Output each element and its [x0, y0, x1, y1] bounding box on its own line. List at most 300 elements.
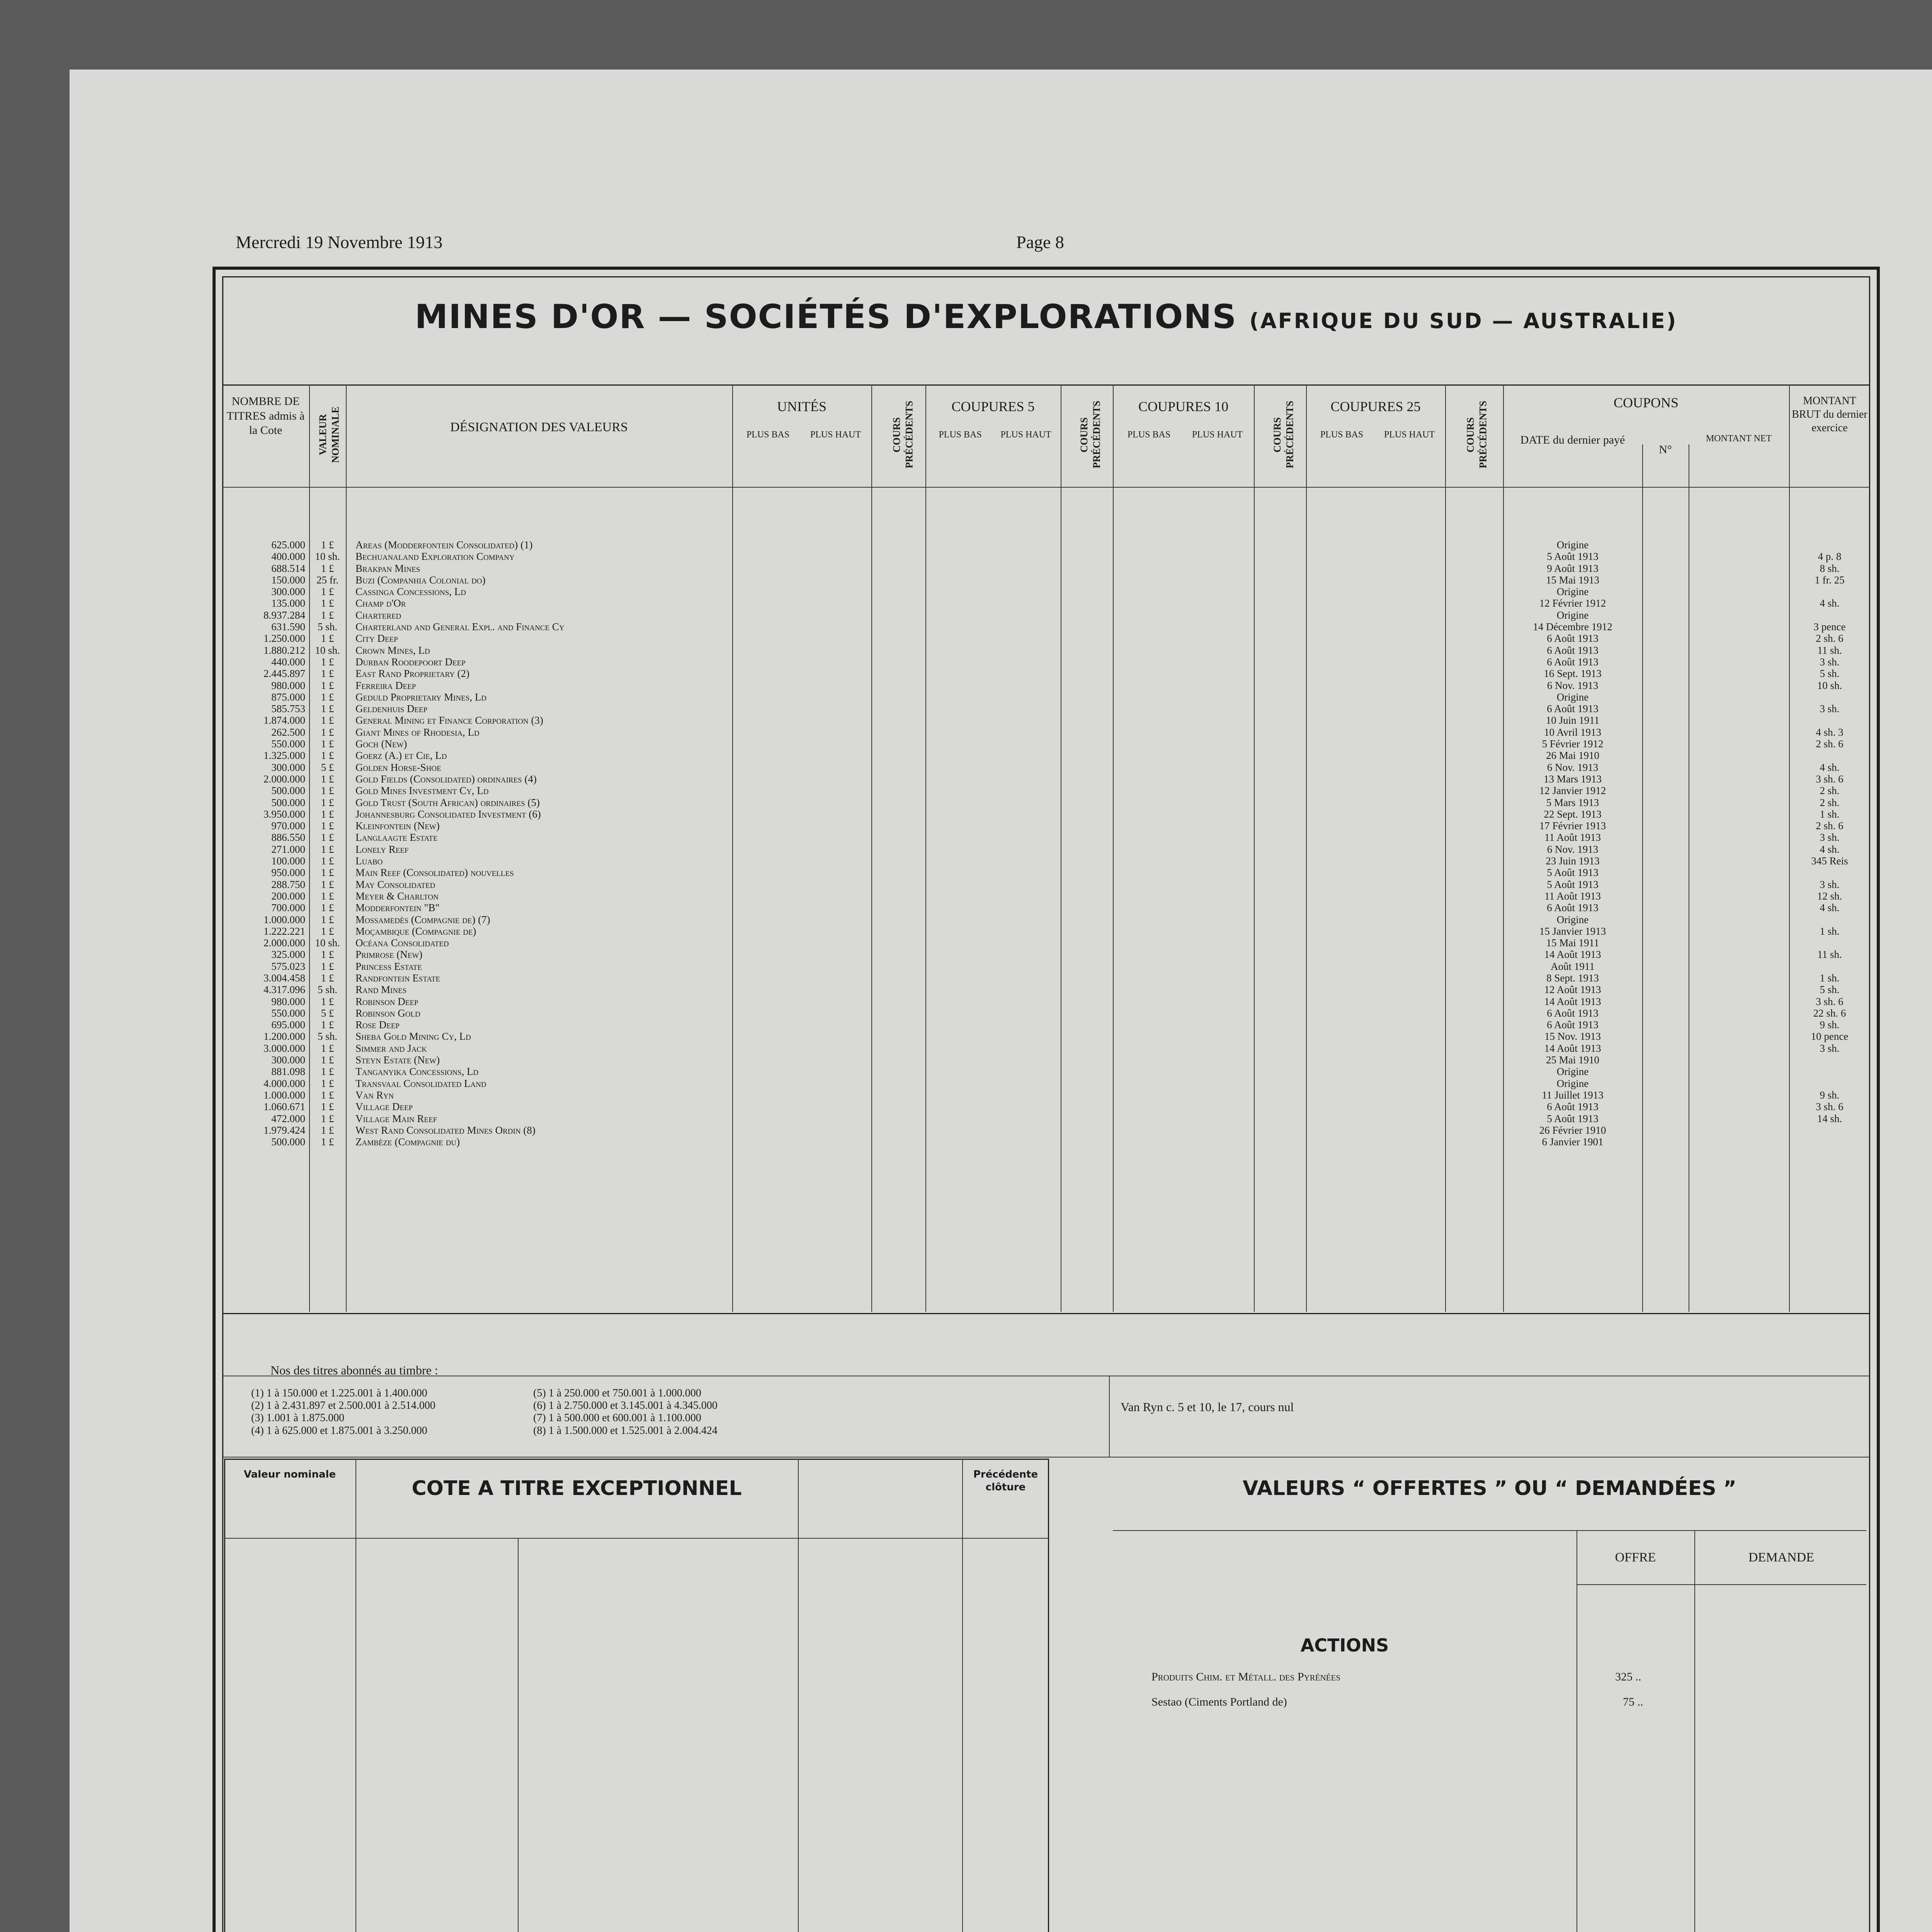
table-row-cell: 5 sh.: [317, 1031, 337, 1043]
table-row-cell: Cassinga Concessions, Ld: [355, 586, 466, 598]
table-row-cell: Gold Fields (Consolidated) ordinaires (4): [355, 773, 537, 785]
table-row-cell: 5 sh.: [1820, 668, 1840, 680]
table-row-cell: 5 Août 1913: [1547, 867, 1599, 879]
table-row-cell: 1 £: [321, 656, 334, 668]
table-row-cell: 3 sh.: [1820, 703, 1840, 715]
table-row-cell: Brakpan Mines: [355, 562, 420, 574]
table-row-cell: West Rand Consolidated Mines Ordin (8): [355, 1124, 536, 1136]
table-row-cell: [1791, 1066, 1868, 1077]
table-row-cell: 472.000: [271, 1112, 305, 1124]
table-row-cell: 1 £: [321, 679, 334, 691]
table-row-cell: 5 sh.: [1820, 984, 1840, 996]
table-row-cell: 1 £: [321, 1112, 334, 1124]
table-row-cell: 1.979.424: [264, 1124, 305, 1136]
table-row-cell: 135.000: [271, 597, 305, 609]
table-row-cell: Tanganyika Concessions, Ld: [355, 1066, 479, 1078]
table-row-cell: 1 £: [321, 1124, 334, 1136]
table-row-cell: 25 fr.: [316, 574, 338, 586]
table-row-cell: Origine: [1556, 691, 1589, 703]
table-row-cell: 1.000.000: [264, 913, 305, 925]
abonnes-line: (3) 1.001 à 1.875.000: [251, 1412, 345, 1424]
table-row-cell: 8.937.284: [264, 609, 305, 621]
abonnes-note: Van Ryn c. 5 et 10, le 17, cours nul: [1121, 1400, 1294, 1414]
table-row-cell: 14 Décembre 1912: [1533, 621, 1612, 633]
table-row-cell: 12 sh.: [1817, 890, 1842, 902]
col-montant-net: MONTANT NET: [1706, 434, 1772, 444]
table-row-cell: Geduld Proprietary Mines, Ld: [355, 691, 487, 703]
table-row-cell: [1791, 1124, 1868, 1136]
table-row-cell: 500.000: [271, 796, 305, 808]
table-row-cell: 3 sh.: [1820, 1042, 1840, 1054]
table-row-cell: 10 sh.: [315, 937, 340, 949]
table-row-cell: 8 sh.: [1820, 562, 1840, 574]
table-row-cell: 5 £: [321, 1007, 334, 1019]
table-row-cell: 3 pence: [1813, 621, 1846, 633]
table-row-cell: 1 £: [321, 714, 334, 726]
table-row-cell: 3 sh. 6: [1816, 1101, 1844, 1113]
table-row-cell: [1791, 609, 1868, 621]
table-row-cell: 11 Août 1913: [1544, 890, 1601, 902]
table-row-cell: 22 sh. 6: [1813, 1007, 1846, 1019]
table-row-cell: 625.000: [271, 539, 305, 551]
col-designation: DÉSIGNATION DES VALEURS: [450, 420, 628, 434]
table-row-cell: City Deep: [355, 633, 398, 645]
table-row-cell: 1 £: [321, 867, 334, 879]
table-row-cell: 25 Mai 1910: [1546, 1054, 1599, 1066]
table-row-cell: Chartered: [355, 609, 401, 621]
table-row-cell: 688.514: [271, 562, 305, 574]
table-row-cell: 1 £: [321, 949, 334, 961]
table-header-rule: [222, 487, 1870, 488]
table-row-cell: 4 sh.: [1820, 843, 1840, 855]
table-row-cell: 3 sh.: [1820, 656, 1840, 668]
abonnes-line: (6) 1 à 2.750.000 et 3.145.001 à 4.345.000: [533, 1400, 718, 1412]
table-row-cell: 585.753: [271, 703, 305, 715]
table-row-cell: Simmer and Jack: [355, 1042, 427, 1054]
abonnes-left: [251, 1387, 435, 1437]
table-row-cell: 5 £: [321, 761, 334, 773]
table-row-cell: 3.000.000: [264, 1042, 305, 1054]
table-row-cell: 1 sh.: [1820, 972, 1840, 984]
table-row-cell: [1791, 586, 1868, 597]
table-row-cell: 3 sh. 6: [1816, 995, 1844, 1007]
table-row-cell: [1791, 714, 1868, 726]
table-row-cell: 9 sh.: [1820, 1089, 1840, 1101]
table-row-cell: Goerz (A.) et Cie, Ld: [355, 750, 447, 762]
table-row-cell: 4 sh.: [1820, 902, 1840, 914]
col-valeur: VALEUR NOMINALE: [317, 406, 341, 463]
table-row-cell: 1 £: [321, 808, 334, 820]
table-row-cell: 6 Nov. 1913: [1547, 843, 1599, 855]
table-row-cell: 13 Mars 1913: [1544, 773, 1602, 785]
table-row-cell: 10 sh.: [1817, 679, 1842, 691]
table-row-cell: 3.950.000: [264, 808, 305, 820]
table-row-cell: 1 £: [321, 913, 334, 925]
table-row-cell: 12 Février 1912: [1539, 597, 1606, 609]
table-row-cell: 150.000: [271, 574, 305, 586]
table-row-cell: 2 sh.: [1820, 796, 1840, 808]
table-row-cell: 1.874.000: [264, 714, 305, 726]
table-row-cell: 6 Août 1913: [1547, 902, 1599, 914]
table-row-cell: Sheba Gold Mining Cy, Ld: [355, 1031, 471, 1043]
table-row-cell: 875.000: [271, 691, 305, 703]
table-row-cell: Zambèze (Compagnie du): [355, 1136, 460, 1148]
abonnes-line: (7) 1 à 500.000 et 600.001 à 1.100.000: [533, 1412, 701, 1424]
table-row-cell: [1791, 539, 1868, 551]
table-row-cell: 5 sh.: [317, 621, 337, 633]
table-row-cell: Océana Consolidated: [355, 937, 449, 949]
table-row-cell: 325.000: [271, 949, 305, 961]
table-row-cell: 100.000: [271, 855, 305, 867]
table-row-cell: Langlaagte Estate: [355, 832, 438, 844]
cote-exceptionnel-box: [224, 1459, 1049, 1932]
table-row-cell: 14 Août 1913: [1544, 949, 1601, 961]
table-row-cell: 23 Juin 1913: [1546, 855, 1600, 867]
table-row-cell: 4 sh.: [1820, 761, 1840, 773]
table-row-cell: 3 sh.: [1820, 832, 1840, 844]
table-row-cell: 15 Mai 1913: [1546, 574, 1599, 586]
table-row-cell: 1 £: [321, 1066, 334, 1078]
abonnes-right: [533, 1387, 718, 1437]
table-row-cell: 400.000: [271, 551, 305, 563]
table-row-cell: 1 £: [321, 1136, 334, 1148]
table-row-cell: Lonely Reef: [355, 843, 409, 855]
table-row-cell: Crown Mines, Ld: [355, 644, 430, 656]
col-coupures10: COUPURES 10: [1138, 399, 1229, 414]
table-row-cell: 3 sh.: [1820, 878, 1840, 890]
table-row-cell: 3.004.458: [264, 972, 305, 984]
table-row-cell: [1791, 1054, 1868, 1066]
table-row-cell: 15 Nov. 1913: [1544, 1031, 1601, 1043]
col-nombre: NOMBRE DE TITRES admis à la Cote: [226, 395, 305, 437]
table-row-cell: 1 sh.: [1820, 808, 1840, 820]
table-row-cell: 575.023: [271, 960, 305, 972]
table-row-cell: [1791, 1078, 1868, 1089]
table-row-cell: 550.000: [271, 1007, 305, 1019]
table-row-cell: Randfontein Estate: [355, 972, 440, 984]
table-row-cell: Golden Horse-Shoe: [355, 761, 441, 773]
table-row-cell: Rand Mines: [355, 984, 407, 996]
table-row-cell: 4 sh. 3: [1816, 726, 1844, 738]
table-row-cell: 11 Juillet 1913: [1542, 1089, 1604, 1101]
table-row-cell: 5 Août 1913: [1547, 878, 1599, 890]
table-row-cell: East Rand Proprietary (2): [355, 668, 470, 680]
table-row-cell: 2 sh. 6: [1816, 738, 1844, 750]
table-row-cell: 15 Janvier 1913: [1539, 925, 1606, 937]
table-row-cell: 10 sh.: [315, 644, 340, 656]
table-row-cell: 980.000: [271, 995, 305, 1007]
table-row-cell: 17 Février 1913: [1539, 820, 1606, 832]
table-row-cell: Origine: [1556, 609, 1589, 621]
table-row-cell: 1 £: [321, 633, 334, 645]
table-row-cell: Luabo: [355, 855, 383, 867]
cote-prec-head: Précédente clôture: [973, 1469, 1038, 1493]
table-row-cell: 288.750: [271, 878, 305, 890]
table-row-cell: 440.000: [271, 656, 305, 668]
table-row-cell: 6 Août 1913: [1547, 703, 1599, 715]
table-row-cell: Goch (New): [355, 738, 407, 750]
table-row-cell: 2 sh. 6: [1816, 633, 1844, 645]
table-row-cell: 345 Reis: [1811, 855, 1848, 867]
table-row-cell: 1 £: [321, 902, 334, 914]
table-row-cell: Areas (Modderfontein Consolidated) (1): [355, 539, 533, 551]
table-row-cell: Ferreira Deep: [355, 679, 416, 691]
table-row-cell: 1 £: [321, 1019, 334, 1031]
table-row-cell: May Consolidated: [355, 878, 435, 890]
table-row-cell: 271.000: [271, 843, 305, 855]
table-row-cell: 5 Mars 1913: [1546, 796, 1599, 808]
table-row-cell: [1791, 750, 1868, 761]
table-row-cell: 1 sh.: [1820, 925, 1840, 937]
table-row-cell: 4.000.000: [264, 1077, 305, 1089]
table-row-cell: 1 £: [321, 820, 334, 832]
table-row-cell: [1791, 867, 1868, 878]
offre-head: OFFRE: [1615, 1550, 1656, 1565]
col-cours-prec-4: COURS PRÉCÉDENTS: [1465, 401, 1489, 469]
table-row-cell: 14 sh.: [1817, 1112, 1842, 1124]
table-row-cell: 2.445.897: [264, 668, 305, 680]
table-row-cell: Août 1911: [1551, 960, 1595, 972]
table-row-cell: 6 Août 1913: [1547, 1101, 1599, 1113]
table-row-cell: Gold Trust (South African) ordinaires (5): [355, 796, 540, 808]
col-date-coupon: DATE du dernier payé: [1520, 434, 1625, 446]
table-row-cell: 2.000.000: [264, 773, 305, 785]
abonnes-line: (4) 1 à 625.000 et 1.875.001 à 3.250.000: [251, 1424, 427, 1437]
col-coupures5: COUPURES 5: [951, 399, 1035, 414]
table-row-cell: Charterland and General Expl. and Finance Cy: [355, 621, 565, 633]
table-row-cell: 10 sh.: [315, 551, 340, 563]
table-row-cell: 1 £: [321, 750, 334, 762]
table-row-cell: Giant Mines of Rhodesia, Ld: [355, 726, 480, 738]
table-row-cell: 16 Sept. 1913: [1544, 668, 1602, 680]
table-row-cell: 1 £: [321, 726, 334, 738]
header-page: Page 8: [1016, 232, 1064, 252]
col-coupures25: COUPURES 25: [1330, 399, 1421, 414]
table-row-cell: Princess Estate: [355, 960, 422, 972]
table-row-cell: 1 £: [321, 609, 334, 621]
offre-item-2: Sestao (Ciments Portland de): [1151, 1696, 1287, 1708]
col-brut-values: [1791, 539, 1868, 1148]
table-row-cell: 1 £: [321, 562, 334, 574]
abonnes-line: (8) 1 à 1.500.000 et 1.525.001 à 2.004.424: [533, 1424, 718, 1437]
table-row-cell: 4.317.096: [264, 984, 305, 996]
col-nombre-values: [224, 539, 305, 1148]
table-row-cell: 1 £: [321, 586, 334, 598]
table-row-cell: Moçambique (Compagnie de): [355, 925, 476, 937]
table-row-cell: Main Reef (Consolidated) nouvelles: [355, 867, 514, 879]
table-row-cell: 1.325.000: [264, 750, 305, 762]
table-row-cell: [1791, 691, 1868, 703]
table-row-cell: Village Deep: [355, 1101, 413, 1113]
table-row-cell: 1.000.000: [264, 1089, 305, 1101]
table-row-cell: 881.098: [271, 1066, 305, 1078]
table-row-cell: Rose Deep: [355, 1019, 400, 1031]
table-row-cell: Van Ryn: [355, 1089, 394, 1101]
table-row-cell: 1 £: [321, 703, 334, 715]
table-row-cell: 8 Sept. 1913: [1546, 972, 1599, 984]
table-row-cell: 1 £: [321, 843, 334, 855]
table-row-cell: 3 sh. 6: [1816, 773, 1844, 785]
table-row-cell: 6 Août 1913: [1547, 1007, 1599, 1019]
table-row-cell: 1 fr. 25: [1815, 574, 1845, 586]
table-row-cell: 22 Sept. 1913: [1544, 808, 1602, 820]
table-row-cell: 5 Février 1912: [1542, 738, 1604, 750]
table-row-cell: Transvaal Consolidated Land: [355, 1077, 486, 1089]
table-row-cell: 1 £: [321, 890, 334, 902]
table-row-cell: 5 Août 1913: [1547, 551, 1599, 563]
col-date-values: [1505, 539, 1640, 1148]
table-row-cell: [1791, 937, 1868, 949]
page-title: MINES D'OR — SOCIÉTÉS D'EXPLORATIONS (AFRIQUE DU SUD — AUSTRALIE): [415, 298, 1678, 336]
table-row-cell: 262.500: [271, 726, 305, 738]
table-row-cell: 11 Août 1913: [1544, 832, 1601, 844]
table-row-cell: Steyn Estate (New): [355, 1054, 440, 1066]
table-row-cell: Primrose (New): [355, 949, 423, 961]
table-row-cell: Geldenhuis Deep: [355, 703, 428, 715]
table-row-cell: 980.000: [271, 679, 305, 691]
table-row-cell: 1.222.221: [264, 925, 305, 937]
table-row-cell: 9 Août 1913: [1547, 562, 1599, 574]
col-cours-prec-1: COURS PRÉCÉDENTS: [891, 401, 915, 469]
col-cours-prec-2: COURS PRÉCÉDENTS: [1078, 401, 1102, 469]
table-row-cell: 300.000: [271, 761, 305, 773]
table-row-cell: 300.000: [271, 1054, 305, 1066]
table-row-cell: 1.060.671: [264, 1101, 305, 1113]
table-row-cell: Meyer & Charlton: [355, 890, 439, 902]
header-date: Mercredi 19 Novembre 1913: [236, 232, 443, 252]
table-row-cell: 2.000.000: [264, 937, 305, 949]
table-row-cell: 1 £: [321, 1077, 334, 1089]
table-row-cell: Johannesburg Consolidated Investment (6): [355, 808, 541, 820]
table-row-cell: 1 £: [321, 773, 334, 785]
abonnes-title: Nos des titres abonnés au timbre :: [270, 1363, 438, 1377]
table-row-cell: 4 sh.: [1820, 597, 1840, 609]
table-row-cell: 6 Janvier 1901: [1542, 1136, 1604, 1148]
offre-value-1: 325 ..: [1615, 1670, 1641, 1683]
table-row-cell: 500.000: [271, 785, 305, 797]
table-row-cell: 1 £: [321, 691, 334, 703]
table-row-cell: 5 sh.: [317, 984, 337, 996]
table-row-cell: 10 pence: [1811, 1031, 1849, 1043]
table-row-cell: Durban Roodepoort Deep: [355, 656, 466, 668]
col-no: N°: [1659, 443, 1672, 456]
table-row-cell: 11 sh.: [1817, 949, 1842, 961]
table-row-cell: 5 Août 1913: [1547, 1112, 1599, 1124]
table-row-cell: 9 sh.: [1820, 1019, 1840, 1031]
table-row-cell: 11 sh.: [1817, 644, 1842, 656]
offre-item-1: Produits Chim. et Métall. des Pyrénées: [1151, 1670, 1341, 1683]
demande-head: DEMANDE: [1748, 1550, 1814, 1565]
table-row-cell: 2 sh.: [1820, 785, 1840, 797]
col-coupons: COUPONS: [1613, 395, 1679, 410]
table-row-cell: 6 Août 1913: [1547, 656, 1599, 668]
table-row-cell: 12 Janvier 1912: [1539, 785, 1606, 797]
table-row-cell: 700.000: [271, 902, 305, 914]
table-row-cell: Mossamedès (Compagnie de) (7): [355, 913, 490, 925]
table-row-cell: [1791, 914, 1868, 925]
table-row-cell: 1 £: [321, 995, 334, 1007]
table-row-cell: 1.200.000: [264, 1031, 305, 1043]
table-row-cell: 550.000: [271, 738, 305, 750]
abonnes-line: (2) 1 à 2.431.897 et 2.500.001 à 2.514.000: [251, 1400, 435, 1412]
table-row-cell: 6 Août 1913: [1547, 644, 1599, 656]
table-row-cell: 6 Nov. 1913: [1547, 761, 1599, 773]
table-row-cell: 1 £: [321, 1089, 334, 1101]
table-row-cell: 1 £: [321, 785, 334, 797]
table-row-cell: 2 sh. 6: [1816, 820, 1844, 832]
table-row-cell: 1 £: [321, 668, 334, 680]
table-row-cell: Buzi (Companhia Colonial do): [355, 574, 486, 586]
table-row-cell: Origine: [1556, 1066, 1589, 1078]
table-row-cell: Kleinfontein (New): [355, 820, 440, 832]
cote-valeur-head: Valeur nominale: [243, 1469, 336, 1480]
col-unites: UNITÉS: [777, 399, 827, 414]
table-row-cell: 300.000: [271, 586, 305, 598]
table-row-cell: 1 £: [321, 539, 334, 551]
table-row-cell: 6 Août 1913: [1547, 1019, 1599, 1031]
table-row-cell: [1791, 961, 1868, 972]
table-row-cell: Origine: [1556, 586, 1589, 598]
table-row-cell: 695.000: [271, 1019, 305, 1031]
table-row-cell: 14 Août 1913: [1544, 1042, 1601, 1054]
table-row-cell: 1 £: [321, 925, 334, 937]
table-row-cell: 26 Février 1910: [1539, 1124, 1606, 1136]
table-row-cell: 1 £: [321, 1042, 334, 1054]
table-row-cell: 631.590: [271, 621, 305, 633]
abonnes-line: (1) 1 à 150.000 et 1.225.001 à 1.400.000: [251, 1387, 427, 1399]
table-row-cell: 6 Nov. 1913: [1547, 679, 1599, 691]
table-row-cell: Robinson Deep: [355, 995, 418, 1007]
table-row-cell: 10 Avril 1913: [1544, 726, 1601, 738]
col-montant-brut: MONTANT BRUT du dernier exercice: [1792, 395, 1867, 434]
actions-head: ACTIONS: [1300, 1635, 1389, 1656]
table-row-cell: 1 £: [321, 1054, 334, 1066]
table-row-cell: 1 £: [321, 738, 334, 750]
table-row-cell: Champ d'Or: [355, 597, 406, 609]
table-row-cell: 1 £: [321, 960, 334, 972]
table-row-cell: 970.000: [271, 820, 305, 832]
table-row-cell: Village Main Reef: [355, 1112, 437, 1124]
abonnes-line: (5) 1 à 250.000 et 750.001 à 1.000.000: [533, 1387, 701, 1399]
table-row-cell: 1.250.000: [264, 633, 305, 645]
table-row-cell: 1 £: [321, 796, 334, 808]
table-row-cell: 886.550: [271, 832, 305, 844]
col-cours-prec-3: COURS PRÉCÉDENTS: [1272, 401, 1296, 469]
col-designation-values: [355, 539, 730, 1148]
table-row-cell: General Mining et Finance Corporation (3): [355, 714, 543, 726]
table-row-cell: Bechuanaland Exploration Company: [355, 551, 515, 563]
table-row-cell: 6 Août 1913: [1547, 633, 1599, 645]
table-row-cell: 1 £: [321, 878, 334, 890]
table-row-cell: 1 £: [321, 1101, 334, 1113]
table-row-cell: Origine: [1556, 1077, 1589, 1089]
offre-value-2: 75 ..: [1623, 1696, 1643, 1708]
col-valeur-values: [311, 539, 344, 1148]
table-row-cell: 1 £: [321, 855, 334, 867]
table-row-cell: 950.000: [271, 867, 305, 879]
table-row-cell: 200.000: [271, 890, 305, 902]
table-row-cell: Modderfontein "B": [355, 902, 440, 914]
table-row-cell: 1 £: [321, 972, 334, 984]
table-row-cell: Gold Mines Investment Cy, Ld: [355, 785, 489, 797]
table-row-cell: 26 Mai 1910: [1546, 750, 1599, 762]
table-row-cell: [1791, 1136, 1868, 1148]
offertes-title: VALEURS “ OFFERTES ” OU “ DEMANDÉES ”: [1243, 1477, 1736, 1500]
table-row-cell: 1.880.212: [264, 644, 305, 656]
table-row-cell: 500.000: [271, 1136, 305, 1148]
cote-exc-title: COTE A TITRE EXCEPTIONNEL: [412, 1477, 742, 1500]
table-row-cell: 10 Juin 1911: [1546, 714, 1600, 726]
